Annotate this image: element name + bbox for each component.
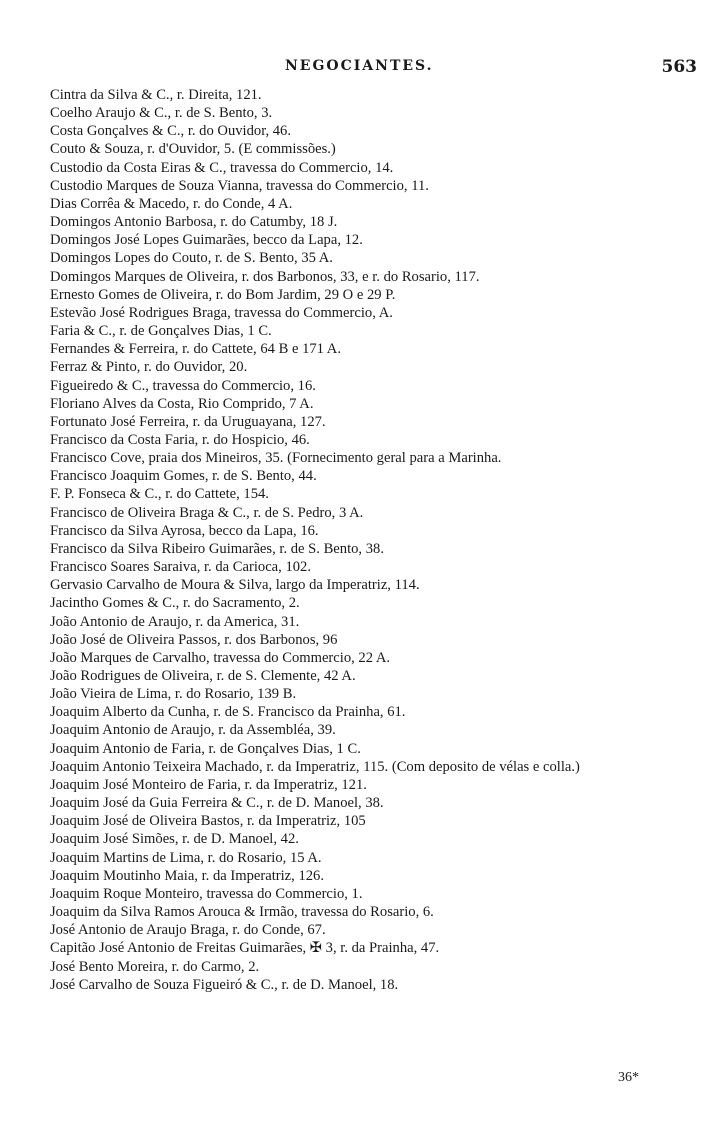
printer-signature-mark: 36* bbox=[618, 1070, 639, 1085]
list-item: João Antonio de Araujo, r. da America, 31. bbox=[50, 613, 300, 630]
list-item: Domingos Antonio Barbosa, r. do Catumby, 18 J. bbox=[50, 214, 338, 231]
list-item: Dias Corrêa & Macedo, r. do Conde, 4 A. bbox=[50, 195, 293, 212]
list-item: Domingos José Lopes Guimarães, becco da Lapa, 12. bbox=[50, 232, 363, 249]
list-item: Fortunato José Ferreira, r. da Uruguayana, 127. bbox=[50, 413, 326, 430]
list-item: Francisco da Costa Faria, r. do Hospicio, 46. bbox=[50, 431, 310, 448]
list-item: Cintra da Silva & C., r. Direita, 121. bbox=[50, 87, 262, 103]
list-item: Joaquim Alberto da Cunha, r. de S. Francisco da Prainha, 61. bbox=[50, 704, 406, 721]
list-item: Domingos Marques de Oliveira, r. dos Barbonos, 33, e r. do Rosario, 117. bbox=[50, 268, 480, 285]
list-item: Joaquim Antonio de Faria, r. de Gonçalves Dias, 1 C. bbox=[50, 740, 361, 757]
list-item: Francisco Joaquim Gomes, r. de S. Bento, 44. bbox=[50, 468, 317, 485]
list-item: Joaquim José de Oliveira Bastos, r. da Imperatriz, 105 bbox=[50, 813, 366, 830]
merchant-list bbox=[50, 86, 700, 994]
list-item: Joaquim José Simões, r. de D. Manoel, 42. bbox=[50, 831, 299, 848]
list-item: Gervasio Carvalho de Moura & Silva, largo da Imperatriz, 114. bbox=[50, 577, 420, 594]
list-item: Joaquim Antonio de Araujo, r. da Assembléa, 39. bbox=[50, 722, 336, 739]
list-item: João Marques de Carvalho, travessa do Commercio, 22 A. bbox=[50, 649, 391, 666]
list-item: Francisco Soares Saraiva, r. da Carioca, 102. bbox=[50, 559, 311, 576]
list-item: Joaquim Moutinho Maia, r. da Imperatriz, 126. bbox=[50, 867, 324, 884]
list-item: Joaquim Antonio Teixeira Machado, r. da Imperatriz, 115. (Com deposito de vélas e colla.) bbox=[50, 758, 580, 775]
list-item: Joaquim Roque Monteiro, travessa do Commercio, 1. bbox=[50, 885, 363, 902]
list-item: João Rodrigues de Oliveira, r. de S. Clemente, 42 A. bbox=[50, 668, 356, 684]
list-item: Custodio Marques de Souza Vianna, travessa do Commercio, 11. bbox=[50, 177, 429, 194]
list-item: Floriano Alves da Costa, Rio Comprido, 7 A. bbox=[50, 395, 314, 412]
page-number: 563 bbox=[661, 57, 697, 77]
list-item: José Antonio de Araujo Braga, r. do Conde, 67. bbox=[50, 922, 326, 939]
list-item: Francisco da Silva Ayrosa, becco da Lapa, 16. bbox=[50, 522, 319, 539]
list-item: F. P. Fonseca & C., r. do Cattete, 154. bbox=[50, 486, 269, 503]
list-item: Joaquim da Silva Ramos Arouca & Irmão, travessa do Rosario, 6. bbox=[50, 904, 434, 921]
list-item: João José de Oliveira Passos, r. dos Barbonos, 96 bbox=[50, 631, 338, 648]
list-item: Francisco de Oliveira Braga & C., r. de S. Pedro, 3 A. bbox=[50, 504, 364, 521]
list-item: Faria & C., r. de Gonçalves Dias, 1 C. bbox=[50, 323, 272, 340]
list-item: Joaquim Martins de Lima, r. do Rosario, 15 A. bbox=[50, 849, 322, 866]
list-item: Francisco da Silva Ribeiro Guimarães, r. de S. Bento, 38. bbox=[50, 540, 384, 557]
section-title: NEGOCIANTES. bbox=[285, 58, 434, 74]
list-item: Jacintho Gomes & C., r. do Sacramento, 2. bbox=[50, 595, 300, 612]
list-item: João Vieira de Lima, r. do Rosario, 139 B. bbox=[50, 686, 297, 703]
list-item: Couto & Souza, r. d'Ouvidor, 5. (E commissões.) bbox=[50, 141, 336, 158]
list-item: Ernesto Gomes de Oliveira, r. do Bom Jardim, 29 O e 29 P. bbox=[50, 286, 396, 303]
list-item: Ferraz & Pinto, r. do Ouvidor, 20. bbox=[50, 359, 248, 376]
list-item: Custodio da Costa Eiras & C., travessa do Commercio, 14. bbox=[50, 159, 394, 176]
list-item: Domingos Lopes do Couto, r. de S. Bento, 35 A. bbox=[50, 250, 333, 267]
list-item: Fernandes & Ferreira, r. do Cattete, 64 B e 171 A. bbox=[50, 341, 341, 358]
list-item: José Bento Moreira, r. do Carmo, 2. bbox=[50, 958, 260, 975]
list-item: Joaquim José da Guia Ferreira & C., r. de D. Manoel, 38. bbox=[50, 795, 384, 812]
list-item: Capitão José Antonio de Freitas Guimarães, ✠ 3, r. da Prainha, 47. bbox=[50, 940, 440, 957]
list-item: José Carvalho de Souza Figueiró & C., r. de D. Manoel, 18. bbox=[50, 976, 399, 993]
list-item: Joaquim José Monteiro de Faria, r. da Imperatriz, 121. bbox=[50, 776, 367, 793]
list-item: Francisco Cove, praia dos Mineiros, 35. (Fornecimento geral para a Marinha. bbox=[50, 450, 502, 467]
list-item: Estevão José Rodrigues Braga, travessa do Commercio, A. bbox=[50, 304, 393, 321]
list-item: Coelho Araujo & C., r. de S. Bento, 3. bbox=[50, 105, 273, 122]
page-header bbox=[0, 58, 725, 82]
list-item: Costa Gonçalves & C., r. do Ouvidor, 46. bbox=[50, 123, 292, 140]
list-item: Figueiredo & C., travessa do Commercio, 16. bbox=[50, 377, 316, 394]
